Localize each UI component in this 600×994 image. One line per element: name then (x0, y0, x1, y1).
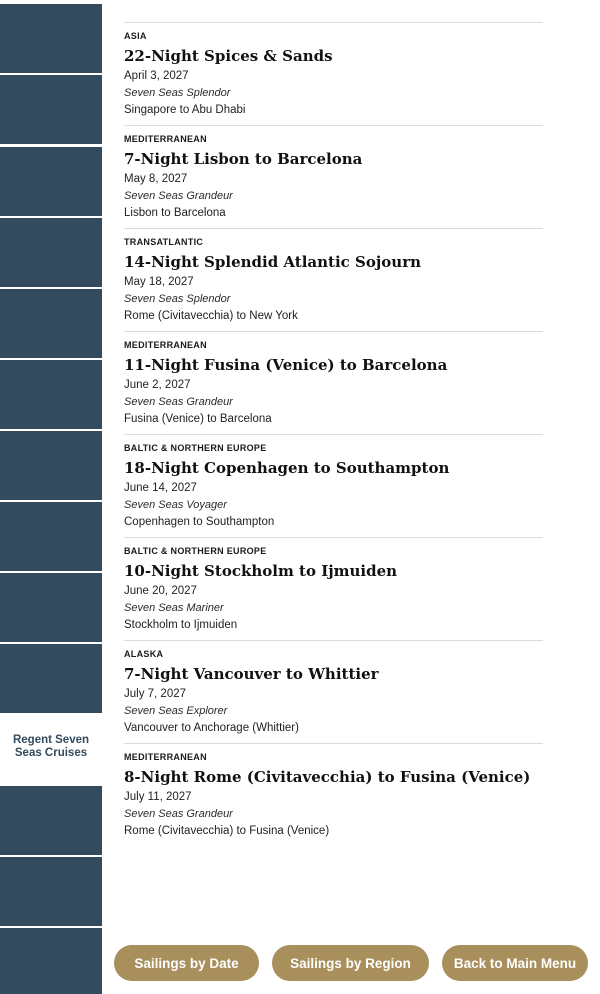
sailing-route: Copenhagen to Southampton (124, 516, 275, 528)
sidebar-tab[interactable] (0, 218, 102, 287)
sailing-route: Rome (Civitavecchia) to New York (124, 310, 298, 322)
sailings-by-region-button[interactable]: Sailings by Region (272, 945, 429, 981)
sailing-item[interactable] (124, 331, 543, 434)
brand-sidebar (0, 0, 102, 994)
sailings-list (124, 22, 543, 846)
sailing-region: MEDITERRANEAN (124, 134, 207, 144)
sailing-date: June 20, 2027 (124, 585, 197, 597)
sidebar-tab[interactable] (0, 928, 102, 994)
sailing-route: Singapore to Abu Dhabi (124, 104, 246, 116)
sailing-ship: Seven Seas Splendor (124, 293, 231, 305)
sailing-date: April 3, 2027 (124, 70, 189, 82)
sailing-item[interactable] (124, 640, 543, 743)
sidebar-tab[interactable] (0, 289, 102, 358)
sailing-ship: Seven Seas Grandeur (124, 190, 233, 202)
sidebar-tab[interactable] (0, 75, 102, 144)
sailing-title: 7-Night Vancouver to Whittier (124, 665, 379, 683)
sailing-route: Rome (Civitavecchia) to Fusina (Venice) (124, 825, 330, 837)
sailing-region: BALTIC & NORTHERN EUROPE (124, 546, 267, 556)
sailing-item[interactable] (124, 22, 543, 125)
sailing-date: May 8, 2027 (124, 173, 188, 185)
sailing-region: MEDITERRANEAN (124, 340, 207, 350)
sidebar-tab[interactable] (0, 857, 102, 926)
sidebar-tab[interactable] (0, 502, 102, 571)
sailing-item[interactable] (124, 537, 543, 640)
sailing-title: 22-Night Spices & Sands (124, 47, 333, 65)
sailing-ship: Seven Seas Grandeur (124, 808, 233, 820)
sailing-title: 8-Night Rome (Civitavecchia) to Fusina (Venice) (124, 768, 531, 786)
sailing-date: June 2, 2027 (124, 379, 191, 391)
sailing-title: 14-Night Splendid Atlantic Sojourn (124, 253, 422, 271)
sailing-date: June 14, 2027 (124, 482, 197, 494)
sailing-route: Fusina (Venice) to Barcelona (124, 413, 272, 425)
sailing-date: May 18, 2027 (124, 276, 194, 288)
sailing-date: July 7, 2027 (124, 688, 187, 700)
sidebar-tab-regent-seven-seas[interactable] (0, 715, 102, 778)
sailing-region: BALTIC & NORTHERN EUROPE (124, 443, 267, 453)
sailing-item[interactable] (124, 125, 543, 228)
sailing-region: ASIA (124, 31, 147, 41)
sailing-ship: Seven Seas Explorer (124, 705, 228, 717)
sailing-region: ALASKA (124, 649, 164, 659)
sidebar-tab[interactable] (0, 360, 102, 429)
sailings-by-date-button[interactable]: Sailings by Date (114, 945, 259, 981)
sailing-region: MEDITERRANEAN (124, 752, 207, 762)
sailing-title: 10-Night Stockholm to Ijmuiden (124, 562, 398, 580)
sailing-ship: Seven Seas Mariner (124, 602, 224, 614)
sidebar-tab[interactable] (0, 431, 102, 500)
sidebar-tab[interactable] (0, 147, 102, 216)
sidebar-tab[interactable] (0, 786, 102, 855)
sailing-item[interactable] (124, 743, 543, 846)
sidebar-tab[interactable] (0, 4, 102, 73)
sailing-ship: Seven Seas Voyager (124, 499, 227, 511)
back-to-main-menu-button[interactable]: Back to Main Menu (442, 945, 588, 981)
sailing-route: Stockholm to Ijmuiden (124, 619, 238, 631)
sailing-date: July 11, 2027 (124, 791, 192, 803)
sailing-item[interactable] (124, 228, 543, 331)
sailing-route: Vancouver to Anchorage (Whittier) (124, 722, 299, 734)
sailing-title: 11-Night Fusina (Venice) to Barcelona (124, 356, 448, 374)
sailing-region: TRANSATLANTIC (124, 237, 204, 247)
sailing-ship: Seven Seas Grandeur (124, 396, 233, 408)
sailing-item[interactable] (124, 434, 543, 537)
sailing-title: 18-Night Copenhagen to Southampton (124, 459, 450, 477)
sidebar-tab[interactable] (0, 644, 102, 713)
sailing-ship: Seven Seas Splendor (124, 87, 231, 99)
sidebar-tab-label: Regent Seven Seas Cruises (12, 733, 90, 759)
sidebar-tab[interactable] (0, 573, 102, 642)
sailing-title: 7-Night Lisbon to Barcelona (124, 150, 363, 168)
sailing-route: Lisbon to Barcelona (124, 207, 226, 219)
